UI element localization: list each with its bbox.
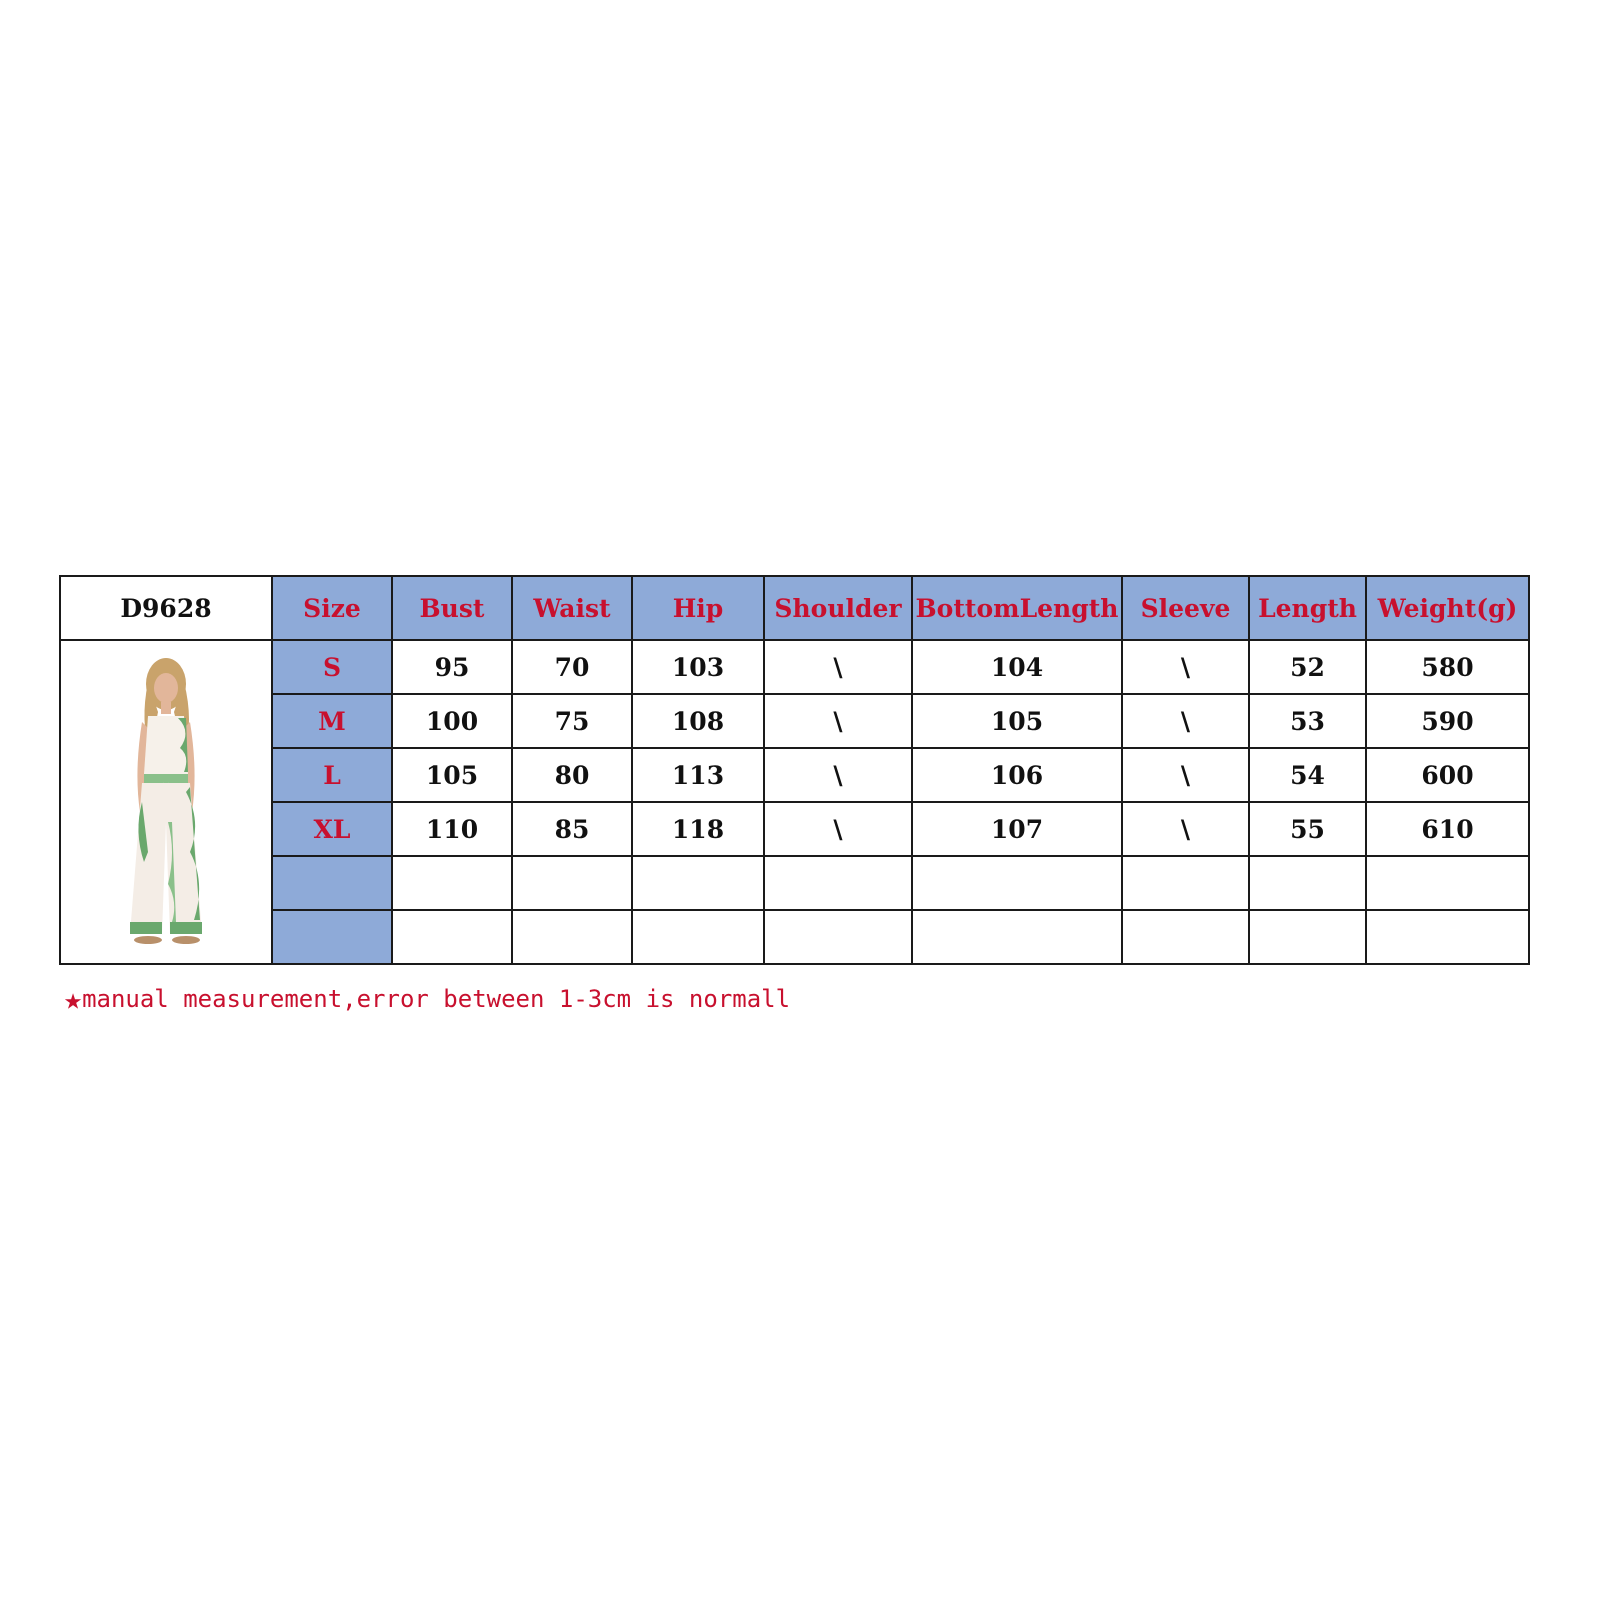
shoulder-value: \ <box>764 640 912 694</box>
hip-value <box>632 910 764 964</box>
table-row <box>60 802 1529 856</box>
sleeve-value <box>1122 856 1249 910</box>
sleeve-value: \ <box>1122 694 1249 748</box>
waist-value: 80 <box>512 748 632 802</box>
size-chart <box>59 575 1528 965</box>
length-value <box>1249 856 1366 910</box>
header-bottom-length: BottomLength <box>912 576 1122 640</box>
sleeve-value <box>1122 910 1249 964</box>
model-dress-image <box>106 652 226 952</box>
shoulder-value: \ <box>764 802 912 856</box>
waist-value: 75 <box>512 694 632 748</box>
bottom-length-value: 106 <box>912 748 1122 802</box>
size-label: S <box>272 640 392 694</box>
table-row <box>60 856 1529 910</box>
size-label <box>272 910 392 964</box>
bust-value: 100 <box>392 694 512 748</box>
bust-value: 110 <box>392 802 512 856</box>
size-label: M <box>272 694 392 748</box>
bottom-length-value <box>912 910 1122 964</box>
sleeve-value: \ <box>1122 748 1249 802</box>
hip-value: 108 <box>632 694 764 748</box>
header-bust: Bust <box>392 576 512 640</box>
waist-value: 85 <box>512 802 632 856</box>
weight-value: 610 <box>1366 802 1529 856</box>
header-size: Size <box>272 576 392 640</box>
hip-value: 113 <box>632 748 764 802</box>
weight-value: 600 <box>1366 748 1529 802</box>
shoulder-value: \ <box>764 694 912 748</box>
header-hip: Hip <box>632 576 764 640</box>
table-row <box>60 910 1529 964</box>
bottom-length-value: 104 <box>912 640 1122 694</box>
length-value: 52 <box>1249 640 1366 694</box>
note-text: manual measurement,error between 1-3cm is normall <box>82 985 791 1013</box>
weight-value: 580 <box>1366 640 1529 694</box>
hip-value: 118 <box>632 802 764 856</box>
bust-value <box>392 856 512 910</box>
weight-value <box>1366 910 1529 964</box>
shoulder-value <box>764 856 912 910</box>
length-value: 55 <box>1249 802 1366 856</box>
waist-value: 70 <box>512 640 632 694</box>
header-weight: Weight(g) <box>1366 576 1529 640</box>
bust-value <box>392 910 512 964</box>
bust-value: 95 <box>392 640 512 694</box>
waist-value <box>512 910 632 964</box>
bottom-length-value: 105 <box>912 694 1122 748</box>
bottom-length-value: 107 <box>912 802 1122 856</box>
product-photo <box>60 640 272 964</box>
weight-value <box>1366 856 1529 910</box>
header-length: Length <box>1249 576 1366 640</box>
product-code: D9628 <box>60 576 272 640</box>
length-value: 53 <box>1249 694 1366 748</box>
hip-value: 103 <box>632 640 764 694</box>
length-value: 54 <box>1249 748 1366 802</box>
waist-value <box>512 856 632 910</box>
length-value <box>1249 910 1366 964</box>
sleeve-value: \ <box>1122 802 1249 856</box>
size-label: XL <box>272 802 392 856</box>
table-row <box>60 694 1529 748</box>
header-shoulder: Shoulder <box>764 576 912 640</box>
table-row <box>60 748 1529 802</box>
bottom-length-value <box>912 856 1122 910</box>
bust-value: 105 <box>392 748 512 802</box>
table-row <box>60 640 1529 694</box>
header-waist: Waist <box>512 576 632 640</box>
size-label: L <box>272 748 392 802</box>
size-table <box>59 575 1530 965</box>
header-row <box>60 576 1529 640</box>
header-sleeve: Sleeve <box>1122 576 1249 640</box>
weight-value: 590 <box>1366 694 1529 748</box>
sleeve-value: \ <box>1122 640 1249 694</box>
shoulder-value: \ <box>764 748 912 802</box>
star-icon: ★ <box>64 982 83 1017</box>
size-label <box>272 856 392 910</box>
measurement-note <box>64 982 790 1017</box>
hip-value <box>632 856 764 910</box>
shoulder-value <box>764 910 912 964</box>
